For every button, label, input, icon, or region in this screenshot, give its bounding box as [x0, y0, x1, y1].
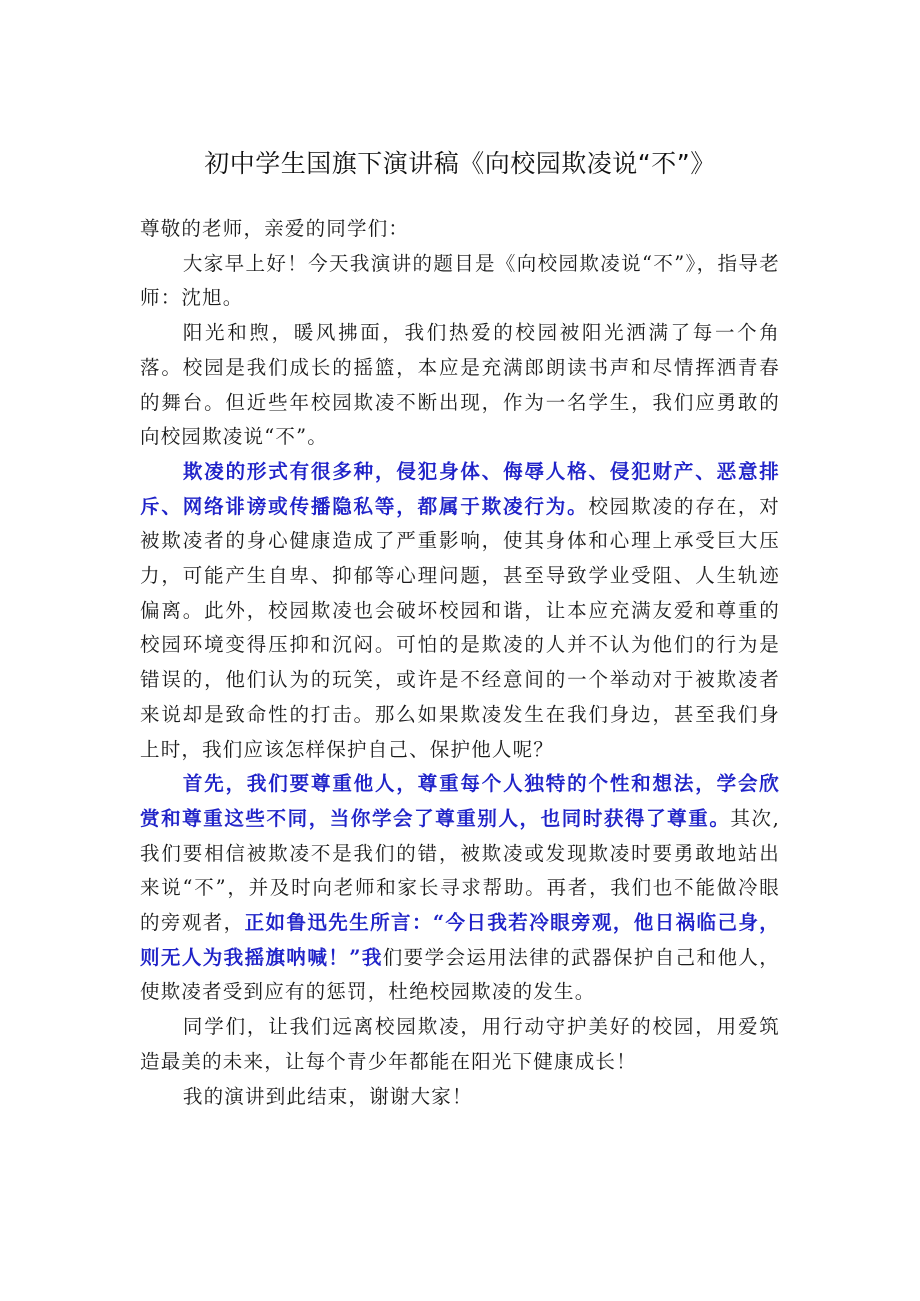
paragraph-campus: 阳光和煦，暖风拂面，我们热爱的校园被阳光洒满了每一个角落。校园是我们成长的摇篮，本应是充满郎朗读书声和尽情挥洒青春的舞台。但近些年校园欺凌不断出现，作为一名学生，我们应勇敢的向校园欺凌说“不”。	[140, 321, 780, 449]
greeting-paragraph: 尊敬的老师，亲爱的同学们：	[140, 217, 410, 240]
emphasis-respect: 首先，我们要尊重他人，尊重每个人独特的个性和想法，学会欣赏和尊重这些不同，当你学会了尊重别人，也同时获得了尊重。	[140, 772, 780, 830]
paragraph-call-to-action: 同学们，让我们远离校园欺凌，用行动守护美好的校园，用爱筑造最美的未来，让每个青少年都能在阳光下健康成长！	[140, 1015, 780, 1073]
text-seek-help: 其次,我们要相信被欺凌不是我们的错，被欺凌或发现欺凌时要勇敢地站出来说“不”，并及时向老师和家长寻求帮助。再者，我们也不能做冷眼的旁观者，	[140, 806, 780, 935]
page-title: 初中学生国旗下演讲稿《向校园欺凌说“不”》	[204, 149, 716, 178]
emphasis-bullying-forms: 欺凌的形式有很多种，侵犯身体、侮辱人格、侵犯财产、恶意排斥、网络诽谤或传播隐私等，都属于欺凌行为。	[140, 459, 780, 518]
emphasis-luxun-quote: 正如鲁迅先生所言：“今日我若冷眼旁观，他日祸临己身，则无人为我摇旗呐喊！”我	[140, 911, 780, 969]
closing-paragraph: 我的演讲到此结束，谢谢大家！	[182, 1084, 473, 1108]
text-use-law: 们要学会运用法律的武器保护自己和他人，使欺凌者受到应有的惩罚，杜绝校园欺凌的发生。	[140, 945, 780, 1004]
intro-paragraph: 大家早上好！今天我演讲的题目是《向校园欺凌说“不”》，指导老师：沈旭。	[140, 251, 780, 310]
paragraph-bullying-forms	[140, 455, 780, 767]
text-bullying-effects: 校园欺凌的存在，对被欺凌者的身心健康造成了严重影响，使其身体和心理上承受巨大压力，可能产生自卑、抑郁等心理问题，甚至导致学业受阻、人生轨迹偏离。此外，校园欺凌也会破坏校园和谐，让本应充满友爱和尊重的校园环境变得压抑和沉闷。可怕的是欺凌的人并不认为他们的行为是错误的，他们认为的玩笑，或许是不经意间的一个举动对于被欺凌者来说却是致命性的打击。那么如果欺凌发生在我们身边，甚至我们身上时，我们应该怎样保护自己、保护他人呢？	[140, 494, 780, 761]
paragraph-how-to-respond	[140, 767, 780, 1010]
speech-body	[140, 212, 780, 1114]
